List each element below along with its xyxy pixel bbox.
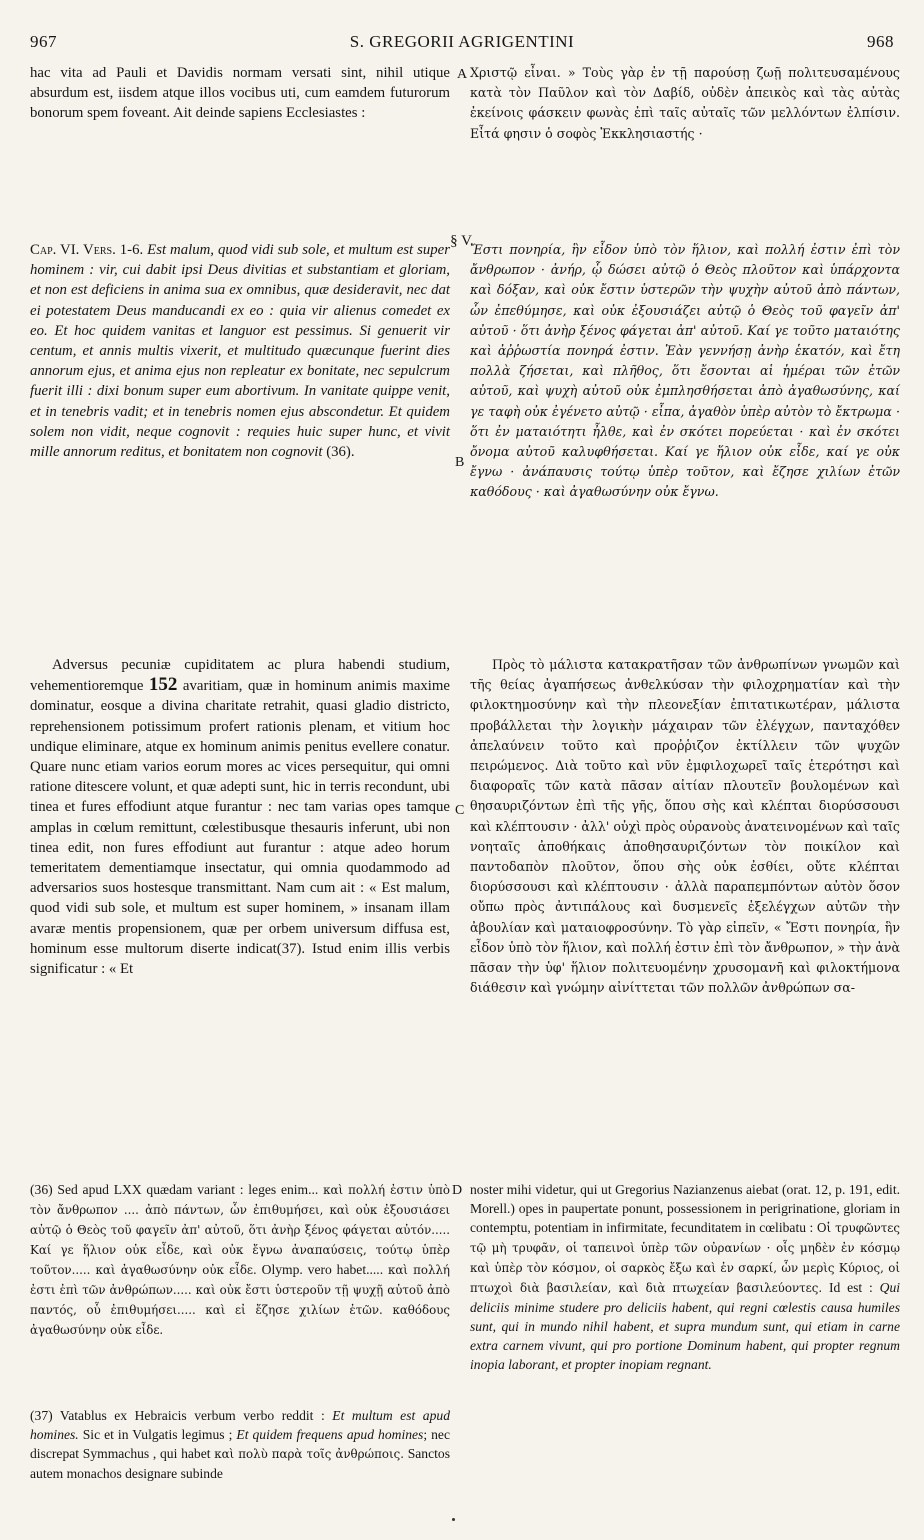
commentary-tail: Istud enim illis verbis significatur : « Et	[30, 940, 450, 978]
margin-letter-c: C	[455, 803, 465, 818]
note37-mid-2: ; nec discrepat Symmachus , qui habet	[30, 1427, 450, 1461]
commentary-start: Adversus pecuniæ cupiditatem ac plura habendi studium, vehementioremque	[30, 657, 450, 695]
note37-greek: καὶ πολὺ παρὰ τοῖς ἀνθρώποις.	[214, 1447, 404, 1461]
greek-commentary	[470, 655, 900, 998]
footnote-ref-37: (37).	[276, 940, 306, 957]
verse-text: Est malum, quod vidi sub sole, et multum est super hominem : vir, cui dabit ipsi Deus divitias et substantiam et gloriam, et non est deficiens in anima sua ex omnibus, quæ desideravit, nec dat ei potestatem Deus manducandi ex eo : quia vir alienus comedet ex eo. Et hoc quidem vanitas et languor est pessimus. Si genuerit vir centum, et annis multis vixerit, et multitudo quæcunque fuerint dies annorum ejus, et anima ejus non repleatur ex bonitate, nec sepulcrum fuerit illi : dixi bonum super eum abortivum. In vanitate quippe venit, et in tenebris vadit; et in tenebris nomen ejus abscondetur. Et quidem solem non vidit, neque cognovit : requies huic super hunc, et vivit mille annorum reditus, et bonitatem non cognovit	[30, 242, 450, 461]
footnote-37	[30, 1406, 450, 1483]
note-right-lead: noster mihi videtur, qui ut Gregorius Nazianzenus aiebat (orat. 12, p. 191, edit. Morell.) opes in paupertate ponunt, possessionem in perigrinatione, gloriam in contemptu, potentiam in infirmitate, fecunditatem in cœlibatu :	[470, 1182, 900, 1235]
note37-mid-1: Sic et in Vulgatis legimus ;	[82, 1427, 233, 1442]
greek-intro-text: Χριστῷ εἶναι. » Τοὺς γὰρ ἐν τῇ παρούσῃ ζωῇ πολιτευσαμένους κατὰ τὸν Παῦλον καὶ τὸν Δαβίδ, οὐδὲν ἀπεικὸς καὶ τὰς αὐτὰς ἐκείνοις φάσκειν φωνὰς ἐπὶ ταῖς αὐταῖς τῶν μελλόντων ἐλπίσιν. Εἶτά φησιν ὁ σοφὸς Ἐκκλησιαστής ·	[470, 65, 900, 141]
note37-quote-2: Et quidem frequens apud homines	[236, 1427, 424, 1442]
note37-tail: Sanctos autem monachos designare subinde	[30, 1446, 450, 1481]
note36-mid: Olymp. vero habet.....	[261, 1262, 384, 1277]
note36-greek-1: καὶ πολλή ἐστιν ὑπὸ τὸν ἄνθρωπον .... ἀπὸ πάντων, ὧν ἐπιθυμήσει, καὶ οὐκ ἐξουσιάσει αὐτῷ ὁ Θεὸς τοῦ φαγεῖν ἀπ' αὐτοῦ, ὅτι ἀνὴρ ξένος φάγεται αὐτόν..... Καί γε ἥλιον οὐκ εἶδε, καὶ οὐκ ἔγνω ἀναπαύσεις, τούτῳ ὑπὲρ τοῦτον..... καὶ ἀγαθωσύνην οὐκ εἶδε.	[30, 1183, 451, 1277]
note37-quote-1: Et multum est apud homines.	[30, 1408, 450, 1442]
latin-intro	[30, 63, 450, 124]
running-title: S. GREGORII AGRIGENTINI	[349, 32, 575, 51]
note36-lead: (36) Sed apud LXX quædam variant : leges enim...	[30, 1182, 319, 1197]
section-heading: § V.	[450, 233, 474, 249]
commentary-body: avaritiam, quæ in hominum animis maxime dominatur, eosque a divina charitate retrahit, quasi gladio districto, reprehensionem potissimum profert rationis plenam, et vitium hoc undique eliminare, atque ex hominum animis penitus evellere conatur. Quare nunc etiam varios eorum mores ac vices persequitur, qui omni ratione ditescere volunt, et quæ adepti sunt, hic in terris recondunt, ubi tinea et fures effodiunt atque furantur : nec tam varias opes tamque amplas in cœlum remittunt, cœlestibusque thesauris inferunt, ubi non tinea edit, non fures effodiunt aut furantur : atque adeo horum temeritatem dementiamque insectatur, qui omnia quodammodo ad adversarios suos hostesque transmittant. Nam cum ait : « Est malum, quod vidi sub sole, et multum est super hominem, » insanam illam avaræ mentis propensionem, quæ per orbem universum diffusa est, hominum esse multorum diserte indicat	[30, 678, 450, 957]
margin-letter-d: D	[452, 1183, 463, 1198]
margin-letter-b: B	[455, 455, 465, 470]
footnote-36	[30, 1180, 450, 1340]
note-right-mid: Id est :	[828, 1280, 873, 1295]
note-right-greek: Οἱ τρυφῶντες τῷ μὴ τρυφᾶν, οἱ ταπεινοὶ ὑπὲρ τῶν οὐρανίων · οἷς μηδὲν ἐν κόσμῳ καὶ ὑπὲρ τὸν κόσμον, οἱ σαρκὸς ἔξω καὶ ἐν σαρκί, ὧν μερὶς Κύριος, οἱ πτωχοὶ διὰ βασιλείαν, καὶ διὰ πτωχείαν βασιλεύοντες.	[470, 1221, 901, 1295]
note-right-latin: Qui deliciis minime studere pro deliciis habent, qui regni cœlestis causa humiles sunt, qui in mundo nihil habent, et supra mundum sunt, qui etiam in carne extra carnem vivunt, qui pro portione Dominum habent, qui propter regnum inopia laborant, et propter inopiam regnant.	[470, 1280, 901, 1372]
page-number-right: 968	[867, 32, 894, 51]
greek-commentary-text: Πρὸς τὸ μάλιστα κατακρατῆσαν τῶν ἀνθρωπίνων γνωμῶν καὶ τῆς θείας ἀγαπήσεως ἀνθελκύσαν τὴν φιλοχρηματίαν καὶ τὴν φιλοκτημοσύνην καὶ τὴν πλεονεξίαν ἐπιτατικωτέραν, μάλιστα προβάλλεται τὴν λογικὴν μάχαιραν τῶν ἐλέγχων, πανταχόθεν ἀπελαύνειν τοῦτο καὶ προῤῥιζον ἐκτίλλειν τῶν ψυχῶν πειρώμενος. Διὰ τοῦτο καὶ νῦν ἐμφιλοχωρεῖ ταῖς ἑτερότησι καὶ διαφοραῖς τῶν κατὰ πᾶσαν αἰτίαν πλουτεῖν βουλομένων καὶ θησαυριζόντων ἐπὶ τῆς γῆς, ὅπου σὴς καὶ κλέπται διορύσσουσι καὶ κλέπτουσιν · ἀλλ' οὐχὶ πρὸς οὐρανοὺς ἀνατεινομένων καὶ ταῖς νοηταῖς ἀποθήκαις ἀποθησαυριζόντων τὸν ποικίλον καὶ παντοδαπὸν πλοῦτον, ὅπου σὴς οὐκ ἐσθίει, οὔτε κλέπται διορύσσουσι καὶ κλέπτουσιν · ἀλλὰ παραπεμπόντων αὐτὸν ὅσον οὔπω πρὸς ἀντιπάλους καὶ δυσμενεῖς ἐξελέγχων αὐτῶν τὴν ἀβουλίαν καὶ ματαιοφροσύνην. Τὸ γὰρ εἰπεῖν, « Ἔστι πονηρία, ἣν εἶδον ὑπὸ τὸν ἥλιον, καὶ πολλή ἐστιν ἐπὶ τὸν ἄνθρωπον, » τὴν ἀνὰ πᾶσαν τὴν ὑφ' ἥλιον πολιτευομένην χρυσομανῆ καὶ φιλοκτήμονα διάθεσιν καὶ γνώμην αἰνίττεται τῶν πολλῶν ἀνθρώπων σα-	[470, 657, 900, 996]
verse-label: Cap. VI. Vers. 1-6.	[30, 242, 144, 258]
running-header	[30, 32, 894, 58]
greek-verse	[470, 240, 900, 503]
latin-verse	[30, 240, 450, 462]
greek-verse-text: Ἔστι πονηρία, ἣν εἶδον ὑπὸ τὸν ἥλιον, καὶ πολλή ἐστιν ἐπὶ τὸν ἄνθρωπον · ἀνήρ, ᾧ δώσει αὐτῷ ὁ Θεὸς πλοῦτον καὶ ὑπάρχοντα καὶ δόξαν, καὶ οὐκ ἔστιν ὑστερῶν τὴν ψυχὴν αὐτοῦ ἀπὸ πάντων, ὧν ἐπεθύμησε, καὶ οὐκ ἐξουσιάζει αὐτῷ ὁ Θεὸς τοῦ φαγεῖν ἀπ' αὐτοῦ · ὅτι ἀνὴρ ξένος φάγεται ἀπ' αὐτοῦ. Καί γε τοῦτο ματαιότης καὶ ἀῤῥωστία πονηρά ἐστιν. Ἐὰν γεννήσῃ ἀνὴρ ἑκατόν, καὶ ἔτη πολλὰ ζήσεται, καὶ πλῆθος, ὅτι ἔσονται αἱ ἡμέραι τῶν ἐτῶν αὐτοῦ, καὶ ψυχὴ αὐτοῦ οὐκ ἐμπλησθήσεται ἀπὸ ἀγαθωσύνης, καί γε ταφὴ οὐκ ἐγένετο αὐτῷ · εἶπα, ἀγαθὸν ὑπὲρ αὐτὸν τὸ ἔκτρωμα · ὅτι ἐν ματαιότητι ἦλθε, καὶ ἐν σκότει πορεύεται · καὶ ἐν σκότει ὄνομα αὐτοῦ καλυφθήσεται. Καί γε ἥλιον οὐκ εἶδε, καί γε οὐκ ἔγνω · ἀνάπαυσις τούτῳ ὑπὲρ τοῦτον, καὶ ἔζησε χιλίων ἐτῶν καθόδους · καὶ ἀγαθωσύνην οὐκ ἔγνω.	[470, 242, 900, 500]
column-number: 152	[148, 674, 178, 696]
page-number-left: 967	[30, 32, 57, 51]
margin-letter-a: A	[457, 67, 468, 82]
note37-lead: (37) Vatablus ex Hebraicis verbum verbo reddit :	[30, 1408, 325, 1423]
latin-commentary	[30, 655, 450, 979]
latin-intro-text: hac vita ad Pauli et Davidis normam versati sint, nihil utique absurdum est, iisdem atque illos vocibus uti, cum eamdem futurorum bonorum spem foveant. Ait deinde sapiens Ecclesiastes :	[30, 65, 450, 122]
footnote-continuation	[470, 1180, 900, 1374]
note36-greek-2: καὶ πολλή ἐστι ἐπὶ τῶν ἀνθρώπων..... καὶ οὐκ ἔστι ὑστεροῦν τῇ ψυχῇ αὐτοῦ ἀπὸ παντός, οὗ ἐπιθυμήσει..... καὶ εἰ ἔζησε χιλίων ἐτῶν. καθόδους ἀγαθωσύνην οὐκ εἶδε.	[30, 1263, 450, 1337]
greek-intro	[470, 63, 900, 144]
footnote-ref-36: (36).	[326, 444, 355, 461]
bottom-dot	[452, 1518, 455, 1521]
